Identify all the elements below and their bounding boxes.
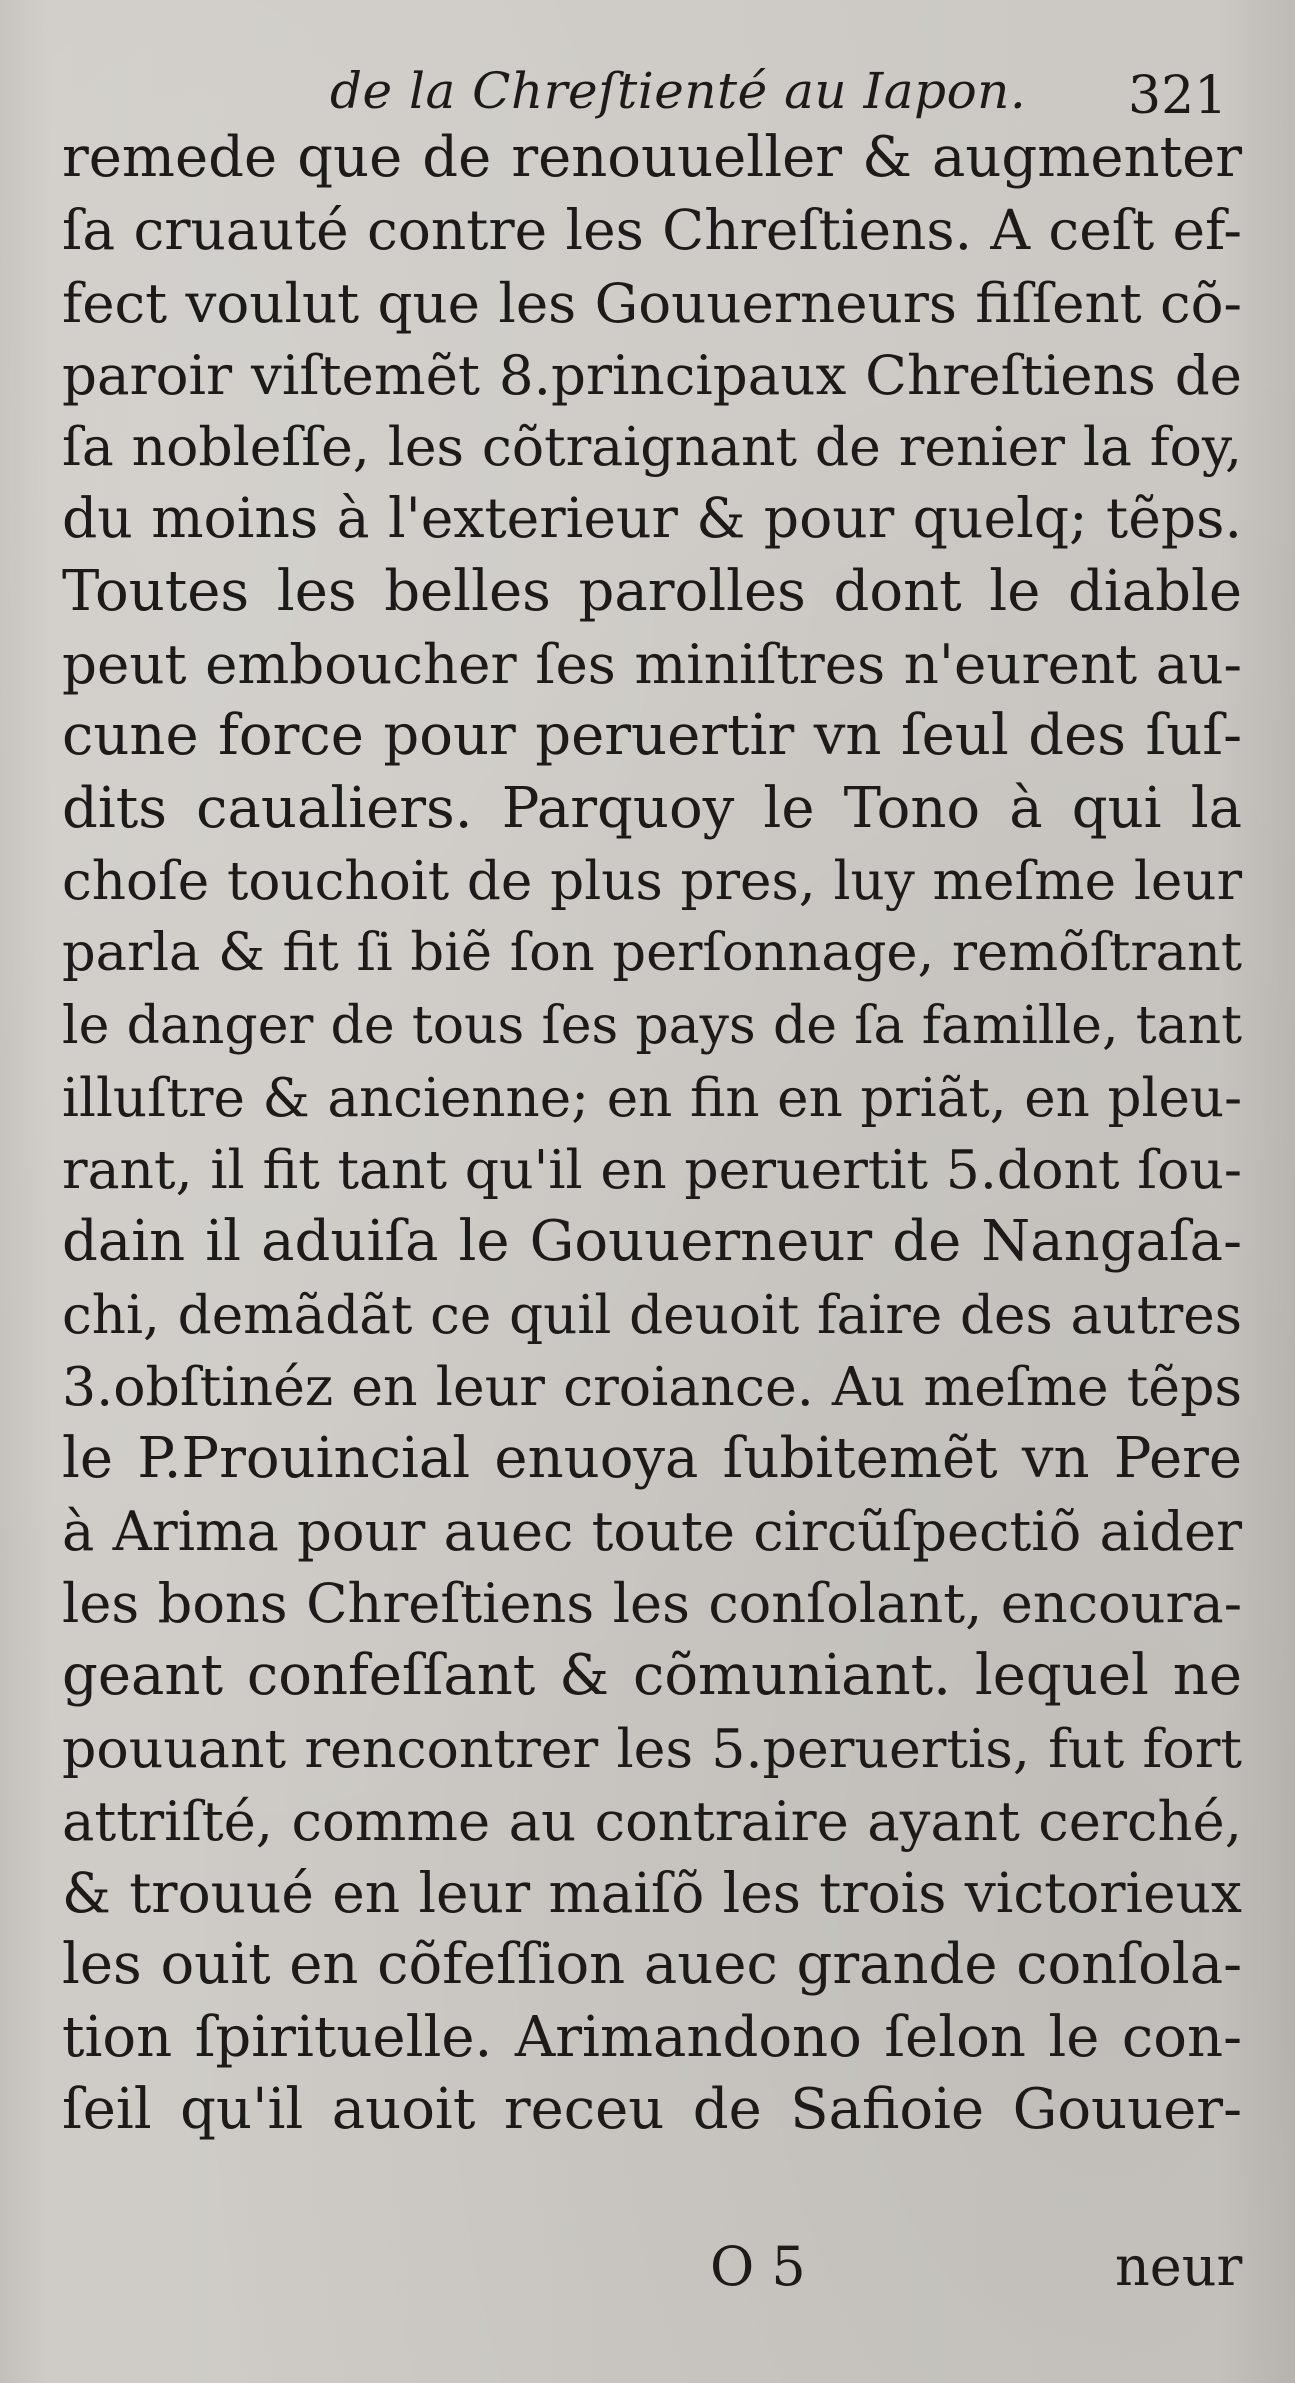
text-line: attriſté, comme au contraire ayant cerché, [62,1788,1242,1853]
text-line: fect voulut que les Gouuerneurs fiſſent cõ- [62,270,1242,335]
text-line: à Arima pour auec toute circũſpectiõ aider [62,1499,1242,1563]
text-line: le P.Prouincial enuoya ſubitemẽt vn Pere [62,1426,1242,1492]
text-line: dits caualiers. Parquoy le Tono à qui la [62,775,1242,841]
text-line: parla & fit ſi biẽ ſon perſonnage, remõſtrant [62,922,1242,984]
catchword: neur [1115,2235,1243,2298]
text-line: les bons Chreſtiens les conſolant, encoura- [62,1571,1242,1635]
text-line: illuſtre & ancienne; en fin en priãt, en pleu- [62,1066,1242,1129]
text-line: tion ſpirituelle. Arimandono ſelon le con- [62,2004,1242,2070]
page-number: 321 [1128,66,1228,126]
running-title: de la Chreſtienté au Iapon. [330,62,1027,120]
text-line: rant, il fit tant qu'il en peruertit 5.dont ſou- [62,1138,1242,1202]
text-line: remede que de renouueller & augmenter [62,125,1242,190]
text-line: geant confeſſant & cõmuniant. lequel ne [62,1643,1242,1709]
text-line: 3.obſtinéz en leur croiance. Au meſme tẽps [62,1355,1242,1419]
text-line: cune force pour peruertir vn ſeul des ſuſ- [62,703,1242,769]
signature-mark: O 5 [710,2235,806,2298]
text-line: paroir viſtemẽt 8.principaux Chreſtiens de [62,342,1242,407]
text-line: ſa cruauté contre les Chreſtiens. A ceſt ef- [62,198,1242,263]
body-text [62,122,1242,2146]
text-line: Toutes les belles parolles dont le diable [62,558,1242,624]
text-line: le danger de tous ſes pays de ſa famille, tant [62,995,1242,1056]
text-line: choſe touchoit de plus pres, luy meſme leur [62,849,1242,912]
text-line: du moins à l'exterieur & pour quelq; tẽps. [62,487,1242,552]
text-line: les ouit en cõfeſſion auec grande conſola- [62,1932,1242,1998]
text-line: ſa nobleſſe, les cõtraignant de renier la foy, [62,415,1242,479]
text-line: pouuant rencontrer les 5.peruertis, fut fort [62,1716,1242,1780]
text-line: dain il aduiſa le Gouuerneur de Nangaſa- [62,1209,1242,1275]
text-line: peut emboucher ſes miniſtres n'eurent au- [62,632,1242,697]
page-footer [0,2235,1295,2305]
text-line: & trouué en leur maiſõ les trois victorieux [62,1861,1242,1926]
text-line: chi, demãdãt ce quil deuoit faire des autres [62,1283,1242,1346]
text-line: ſeil qu'il auoit receu de Safioie Gouuer- [62,2077,1242,2143]
